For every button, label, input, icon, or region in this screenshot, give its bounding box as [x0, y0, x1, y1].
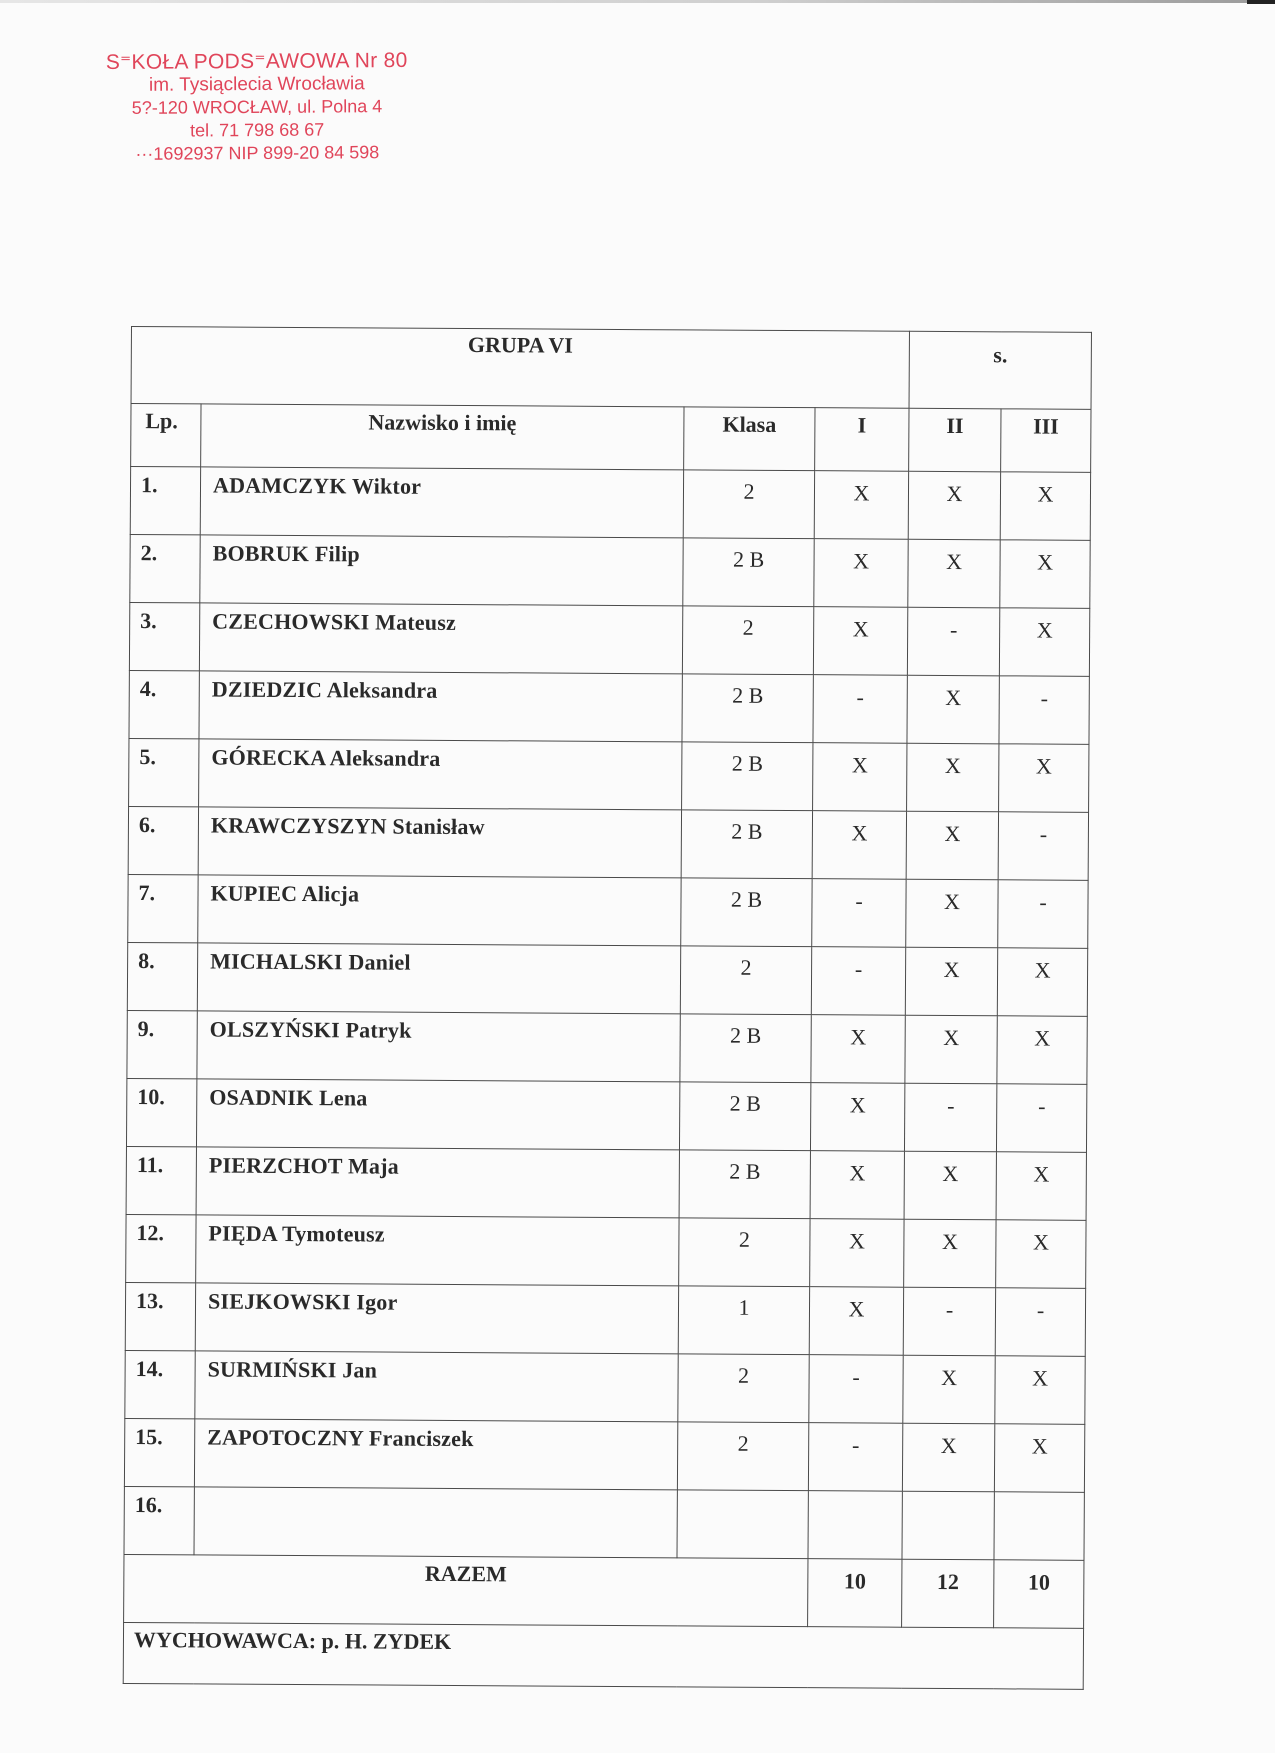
- student-class: 1: [678, 1286, 809, 1355]
- student-name: PIERZCHOT Maja: [196, 1147, 679, 1218]
- student-class: 2: [680, 946, 811, 1015]
- student-class: 2 B: [679, 1082, 810, 1151]
- mark-iii: -: [998, 812, 1088, 881]
- table-row: [130, 534, 1090, 608]
- group-title: GRUPA VI: [131, 327, 910, 409]
- summary-i: 10: [808, 1559, 902, 1628]
- table-body: [124, 467, 1091, 1561]
- attendance-sheet: [123, 326, 1091, 1690]
- row-number: 9.: [127, 1010, 197, 1078]
- attendance-table: [123, 326, 1092, 1690]
- student-name: MICHALSKI Daniel: [197, 943, 680, 1014]
- student-name: PIĘDA Tymoteusz: [196, 1215, 679, 1286]
- student-class: 2: [678, 1354, 809, 1423]
- mark-iii: X: [994, 1424, 1084, 1493]
- school-stamp: [92, 49, 423, 166]
- table-row: [126, 1214, 1086, 1288]
- student-name: CZECHOWSKI Mateusz: [199, 603, 682, 674]
- mark-ii: X: [906, 879, 998, 948]
- mark-iii: X: [997, 1016, 1087, 1085]
- stamp-school-patron: im. Tysiąclecia Wrocławia: [148, 73, 365, 96]
- student-class: 2 B: [682, 674, 813, 743]
- scan-edge-top: [0, 0, 1275, 3]
- row-number: 12.: [126, 1214, 196, 1282]
- table-row: [127, 1010, 1087, 1084]
- student-class: 2 B: [680, 1014, 811, 1083]
- mark-i: -: [812, 879, 906, 948]
- table-row: [124, 1418, 1084, 1492]
- mark-iii: X: [1000, 472, 1090, 541]
- table-row: [127, 942, 1087, 1016]
- mark-i: -: [813, 675, 907, 744]
- row-number: 14.: [125, 1350, 195, 1418]
- mark-iii: X: [995, 1356, 1085, 1425]
- student-class: 2 B: [683, 538, 814, 607]
- mark-ii: X: [907, 675, 999, 744]
- mark-ii: -: [905, 1083, 997, 1152]
- student-class: 2: [679, 1218, 810, 1287]
- mark-iii: [994, 1492, 1084, 1561]
- header-lp: Lp.: [131, 404, 201, 467]
- student-name: KRAWCZYSZYN Stanisław: [198, 807, 681, 878]
- student-name: ADAMCZYK Wiktor: [200, 467, 683, 538]
- mark-ii: X: [905, 1015, 997, 1084]
- row-number: 4.: [129, 670, 199, 738]
- scan-edge-mark: [1247, 0, 1275, 4]
- row-number: 5.: [129, 738, 199, 806]
- mark-i: X: [813, 743, 907, 812]
- mark-ii: X: [906, 811, 998, 880]
- student-class: 2 B: [681, 810, 812, 879]
- row-number: 15.: [124, 1418, 194, 1486]
- table-row: [129, 602, 1089, 676]
- table-row: [125, 1282, 1085, 1356]
- student-class: 2: [682, 606, 813, 675]
- summary-row: [124, 1554, 1084, 1628]
- student-class: 2: [683, 470, 814, 539]
- student-name: GÓRECKA Aleksandra: [199, 739, 682, 810]
- header-name: Nazwisko i imię: [201, 404, 684, 470]
- row-number: 2.: [130, 534, 200, 602]
- mark-ii: X: [908, 539, 1000, 608]
- table-row: [124, 1486, 1084, 1560]
- teacher-label: WYCHOWAWCA: p. H. ZYDEK: [123, 1622, 1083, 1689]
- row-number: 16.: [124, 1486, 194, 1554]
- header-iii: III: [1001, 409, 1091, 473]
- table-row: [130, 467, 1090, 541]
- stamp-school-name: S⁼KOŁA PODS⁼AWOWA Nr 80: [105, 48, 408, 75]
- mark-ii: X: [904, 1151, 996, 1220]
- mark-i: X: [809, 1287, 903, 1356]
- summary-ii: 12: [902, 1559, 994, 1628]
- mark-iii: -: [999, 676, 1089, 745]
- mark-iii: X: [999, 608, 1089, 677]
- stamp-address: 5?-120 WROCŁAW, ul. Polna 4: [131, 96, 383, 118]
- student-class: [677, 1490, 808, 1559]
- summary-iii: 10: [994, 1560, 1084, 1629]
- mark-iii: -: [998, 880, 1088, 949]
- mark-iii: X: [997, 948, 1087, 1017]
- table-title-row: [131, 327, 1091, 410]
- row-number: 10.: [126, 1078, 196, 1146]
- summary-label: RAZEM: [124, 1554, 808, 1626]
- row-number: 11.: [126, 1146, 196, 1214]
- mark-i: X: [812, 811, 906, 880]
- mark-i: -: [811, 947, 905, 1016]
- row-number: 8.: [127, 942, 197, 1010]
- student-class: 2 B: [682, 742, 813, 811]
- mark-i: [808, 1491, 902, 1560]
- mark-ii: X: [908, 471, 1000, 540]
- mark-iii: -: [995, 1288, 1085, 1357]
- table-row: [128, 874, 1088, 948]
- mark-i: -: [808, 1423, 902, 1492]
- mark-ii: -: [907, 607, 999, 676]
- student-name: DZIEDZIC Aleksandra: [199, 671, 682, 742]
- mark-i: X: [814, 539, 908, 608]
- row-number: 1.: [130, 467, 200, 535]
- mark-i: X: [810, 1083, 904, 1152]
- student-class: 2 B: [681, 878, 812, 947]
- stamp-ids: ···1692937 NIP 899-20 84 598: [135, 142, 380, 164]
- student-name: OSADNIK Lena: [196, 1079, 679, 1150]
- table-row: [125, 1350, 1085, 1424]
- student-name: OLSZYŃSKI Patryk: [197, 1011, 680, 1082]
- teacher-row: [123, 1622, 1083, 1689]
- student-name: SURMIŃSKI Jan: [195, 1351, 678, 1422]
- student-name: KUPIEC Alicja: [198, 875, 681, 946]
- student-class: 2: [677, 1422, 808, 1491]
- student-name: SIEJKOWSKI Igor: [195, 1283, 678, 1354]
- mark-i: X: [811, 1015, 905, 1084]
- header-klasa: Klasa: [684, 407, 815, 471]
- row-number: 7.: [128, 874, 198, 942]
- mark-i: X: [810, 1151, 904, 1220]
- student-name: ZAPOTOCZNY Franciszek: [194, 1419, 677, 1490]
- mark-ii: X: [903, 1355, 995, 1424]
- row-number: 6.: [128, 806, 198, 874]
- mark-iii: -: [997, 1084, 1087, 1153]
- mark-ii: -: [903, 1287, 995, 1356]
- mark-ii: X: [904, 1219, 996, 1288]
- mark-iii: X: [999, 744, 1089, 813]
- student-class: 2 B: [679, 1150, 810, 1219]
- stamp-phone: tel. 71 798 68 67: [190, 119, 325, 141]
- mark-i: X: [814, 471, 908, 540]
- s-label: s.: [909, 331, 1091, 409]
- row-number: 3.: [129, 602, 199, 670]
- table-row: [129, 738, 1089, 812]
- student-name: BOBRUK Filip: [200, 535, 683, 606]
- mark-i: -: [809, 1355, 903, 1424]
- mark-ii: X: [907, 743, 999, 812]
- mark-i: X: [810, 1219, 904, 1288]
- mark-i: X: [813, 607, 907, 676]
- table-header-row: [131, 404, 1091, 473]
- mark-ii: X: [902, 1423, 994, 1492]
- mark-iii: X: [1000, 540, 1090, 609]
- mark-ii: [902, 1491, 994, 1560]
- row-number: 13.: [125, 1282, 195, 1350]
- table-row: [126, 1078, 1086, 1152]
- header-i: I: [815, 408, 909, 472]
- header-ii: II: [909, 408, 1001, 472]
- table-row: [128, 806, 1088, 880]
- mark-ii: X: [905, 947, 997, 1016]
- mark-iii: X: [996, 1220, 1086, 1289]
- student-name: [194, 1487, 677, 1558]
- table-row: [129, 670, 1089, 744]
- mark-iii: X: [996, 1152, 1086, 1221]
- table-row: [126, 1146, 1086, 1220]
